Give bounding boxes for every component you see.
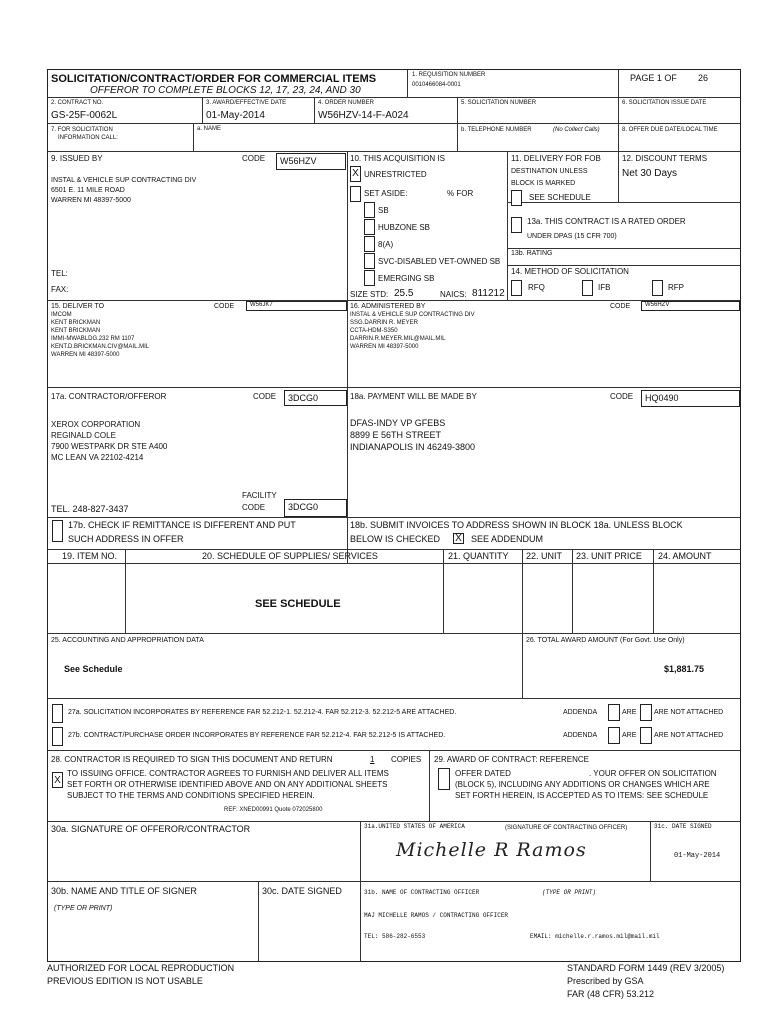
administered-by-code: [641, 301, 740, 311]
contractor-line-1: XEROX CORPORATION: [51, 420, 141, 429]
block29-offer-dated: OFFER DATED: [455, 769, 511, 778]
issued-by-fax: FAX:: [51, 285, 69, 294]
administered-by-line-3: CCTA-HDM-S350: [350, 328, 398, 334]
rated-order-label: 13a. THIS CONTRACT IS A RATED ORDER: [527, 217, 686, 226]
27a-checkbox[interactable]: [52, 704, 63, 723]
issued-by-label: 9. ISSUED BY: [51, 154, 103, 163]
rule: [507, 265, 740, 266]
rule: [522, 549, 523, 633]
method-label: 14. METHOD OF SOLICITATION: [511, 267, 629, 276]
rule: [507, 248, 740, 249]
issued-by-code-label: CODE: [242, 154, 266, 163]
block29-line-4: SET FORTH HEREIN, IS ACCEPTED AS TO ITEMS: SEE SCHEDULE: [455, 791, 709, 800]
payment-line-3: INDIANAPOLIS IN 46249-3800: [350, 442, 476, 452]
date-signed-label: 31c. DATE SIGNED: [654, 823, 712, 830]
27b-addenda: ADDENDA: [563, 732, 598, 739]
issued-by-tel: TEL:: [51, 269, 68, 278]
solicitation-no-label: 5. SOLICITATION NUMBER: [461, 100, 537, 106]
info-call-label-2: INFORMATION CALL:: [58, 135, 118, 141]
remittance-checkbox[interactable]: [52, 520, 63, 542]
facility-code: [284, 499, 347, 517]
footer-right-1: STANDARD FORM 1449 (REV 3/2005): [567, 963, 725, 973]
see-schedule-checkbox[interactable]: [511, 190, 522, 206]
block29-line-1: 29. AWARD OF CONTRACT: REFERENCE: [434, 755, 589, 764]
rule: [193, 123, 194, 151]
block29-line-2: . YOUR OFFER ON SOLICITATION: [589, 769, 717, 778]
block28-line-2: TO ISSUING OFFICE. CONTRACTOR AGREES TO FURNISH AND DELIVER ALL ITEMS: [67, 769, 389, 778]
27b-are-not-checkbox[interactable]: [640, 727, 652, 744]
unrestricted-mark: X: [352, 168, 359, 179]
set-aside-label: SET ASIDE:: [364, 189, 408, 198]
issued-by-code-value: W56HZV: [280, 156, 317, 166]
emerging-label: EMERGING SB: [378, 274, 435, 283]
total-award-value: $1,881.75: [664, 664, 705, 674]
issued-by-line-3: WARREN MI 48397-5000: [51, 197, 131, 204]
deliver-to-code: [246, 301, 347, 311]
award-date: 01-May-2014: [206, 110, 265, 121]
acquisition-label: 10. THIS ACQUISITION IS: [350, 154, 445, 163]
size-std-value: 25.5: [394, 288, 414, 299]
rule: [202, 97, 203, 123]
phone-label: b. TELEPHONE NUMBER: [461, 127, 532, 133]
block29-checkbox[interactable]: [438, 768, 450, 790]
rule: [443, 549, 444, 633]
officer-signature: Michelle R Ramos: [396, 839, 587, 861]
rule: [618, 97, 619, 151]
addendum-label: SEE ADDENDUM: [471, 534, 544, 544]
rfp-label: RFP: [668, 283, 684, 292]
administered-by-line-5: WARREN MI 48397-5000: [350, 344, 419, 350]
delivery-line-2: DESTINATION UNLESS: [511, 168, 588, 175]
27a-are: ARE: [622, 709, 637, 716]
see-schedule-label: SEE SCHEDULE: [529, 193, 591, 202]
payment-code-value: HQ0490: [645, 393, 679, 403]
sf1449-form: [47, 69, 741, 962]
svc-label: SVC-DISABLED VET-OWNED SB: [378, 257, 501, 266]
contractor-code-label: CODE: [253, 392, 277, 401]
rule: [48, 151, 740, 152]
27b-are: ARE: [622, 732, 637, 739]
signature-usa-label: 31a.UNITED STATES OF AMERICA: [364, 823, 465, 830]
contractor-tel: TEL. 248-827-3437: [51, 504, 129, 514]
delivery-line-3: BLOCK IS MARKED: [511, 180, 576, 187]
rule: [125, 549, 126, 633]
page-label: PAGE 1 OF: [630, 73, 677, 83]
contractor-code: [284, 390, 347, 406]
signer-name-note: (TYPE OR PRINT): [54, 905, 113, 912]
rfq-checkbox[interactable]: [511, 280, 522, 296]
27a-are-not: ARE NOT ATTACHED: [654, 709, 724, 716]
info-call-label: 7. FOR SOLICITATION: [51, 127, 113, 133]
contractor-line-4: MC LEAN VA 22102-4214: [51, 453, 144, 462]
payment-code: [641, 390, 740, 407]
contractor-code-value: 3DCG0: [288, 393, 319, 403]
block28-ref: REF: XNED00991 Quote 072025800: [224, 807, 323, 813]
discount-value: Net 30 Days: [622, 168, 678, 179]
administered-by-line-2: SSG.DARRIN R. MEYER: [350, 320, 419, 326]
rule: [48, 563, 740, 564]
rule: [48, 97, 740, 98]
accounting-value: See Schedule: [64, 664, 123, 674]
administered-by-code-label: CODE: [610, 303, 631, 310]
rule: [48, 881, 740, 882]
27a-are-checkbox[interactable]: [608, 704, 620, 721]
rule: [650, 821, 651, 881]
officer-email: EMAIL: michelle.r.ramos.mil@mail.mil: [530, 933, 660, 940]
deliver-to-line-4: IMMI-MWABLDG.232 RM 1107: [51, 336, 135, 342]
rule: [48, 387, 740, 388]
ifb-label: IFB: [598, 283, 611, 292]
footer-left-2: PREVIOUS EDITION IS NOT USABLE: [47, 976, 203, 986]
block28-line-4: SUBJECT TO THE TERMS AND CONDITIONS SPECIFIED HEREIN.: [67, 791, 315, 800]
issued-by-line-2: 6501 E. 11 MILE ROAD: [51, 187, 125, 194]
footer-left-1: AUTHORIZED FOR LOCAL REPRODUCTION: [47, 963, 235, 973]
contractor-label: 17a. CONTRACTOR/OFFEROR: [51, 392, 167, 401]
date-signed: 01-May-2014: [674, 852, 721, 860]
deliver-to-line-2: KENT BRICKMAN: [51, 320, 101, 326]
emerging-checkbox[interactable]: [364, 270, 375, 286]
block28-line-1: 28. CONTRACTOR IS REQUIRED TO SIGN THIS DOCUMENT AND RETURN: [51, 755, 333, 764]
phone-note: (No Collect Calls): [553, 127, 600, 133]
issued-by-line-1: INSTAL & VEHICLE SUP CONTRACTING DIV: [51, 177, 197, 184]
hubzone-label: HUBZONE SB: [378, 223, 431, 232]
signature-offeror-label: 30a. SIGNATURE OF OFFEROR/CONTRACTOR: [51, 824, 251, 834]
rule: [572, 549, 573, 633]
issue-date-label: 6. SOLICITATION ISSUE DATE: [622, 100, 707, 106]
order-no: W56HZV-14-F-A024: [318, 110, 409, 121]
col-unit-price: 23. UNIT PRICE: [576, 551, 642, 561]
contract-no-label: 2. CONTRACT NO.: [51, 100, 104, 106]
payment-label: 18a. PAYMENT WILL BE MADE BY: [350, 392, 477, 401]
block28-checkbox[interactable]: [52, 772, 63, 788]
page-total: 26: [698, 73, 709, 83]
rated-order-checkbox[interactable]: [511, 217, 522, 233]
signature-officer-note: (SIGNATURE OF CONTRACTING OFFICER): [505, 825, 628, 831]
27a-are-not-checkbox[interactable]: [640, 704, 652, 721]
rated-order-line-2: UNDER DPAS (15 CFR 700): [527, 233, 617, 240]
signer-date-label: 30c. DATE SIGNED: [262, 886, 342, 896]
rule: [522, 633, 523, 698]
rule: [48, 698, 740, 699]
27b-are-not: ARE NOT ATTACHED: [654, 732, 724, 739]
order-no-label: 4. ORDER NUMBER: [318, 100, 375, 106]
rfq-label: RFQ: [528, 283, 545, 292]
contractor-line-3: 7900 WESTPARK DR STE A400: [51, 442, 168, 451]
col-quantity: 21. QUANTITY: [448, 551, 509, 561]
rule: [429, 750, 430, 821]
signer-name-label: 30b. NAME AND TITLE OF SIGNER: [51, 886, 197, 896]
total-award-label: 26. TOTAL AWARD AMOUNT (For Govt. Use Only): [526, 637, 685, 644]
naics-label: NAICS:: [440, 290, 467, 299]
officer-tel: TEL: 586-282-6553: [364, 933, 426, 940]
rule: [360, 821, 361, 961]
schedule-body: SEE SCHEDULE: [255, 598, 341, 610]
unrestricted-label: UNRESTRICTED: [364, 170, 427, 179]
award-date-label: 3. AWARD/EFFECTIVE DATE: [206, 100, 287, 106]
addendum-checkbox[interactable]: [453, 533, 464, 544]
remittance-line-2: SUCH ADDRESS IN OFFER: [68, 534, 184, 544]
remittance-line-1: 17b. CHECK IF REMITTANCE IS DIFFERENT AND PUT: [68, 520, 296, 530]
27a-text: 27a. SOLICITATION INCORPORATES BY REFERENCE FAR 52.212-1. 52.212-4. FAR 52.212-3. 52.212-5 ARE ATTACHED.: [68, 709, 457, 716]
naics-value: 811212: [472, 288, 505, 299]
rule: [48, 123, 740, 124]
rule: [48, 633, 740, 634]
deliver-to-line-3: KENT BRICKMAN: [51, 328, 101, 334]
payment-line-2: 8899 E 56TH STREET: [350, 430, 442, 440]
form-title: SOLICITATION/CONTRACT/ORDER FOR COMMERCIAL ITEMS: [51, 73, 377, 85]
accounting-label: 25. ACCOUNTING AND APPROPRIATION DATA: [51, 637, 204, 644]
rule: [653, 549, 654, 633]
discount-label: 12. DISCOUNT TERMS: [622, 154, 708, 163]
facility-code-label: CODE: [242, 503, 266, 512]
deliver-to-code-label: CODE: [214, 303, 235, 310]
rule: [258, 881, 259, 961]
rating-label: 13b. RATING: [511, 250, 553, 257]
officer-name-note: (TYPE OR PRINT): [542, 889, 597, 896]
pct-for-label: % FOR: [447, 189, 474, 198]
payment-code-label: CODE: [610, 392, 634, 401]
form-subtitle: OFFEROR TO COMPLETE BLOCKS 12, 17, 23, 24, AND 30: [90, 85, 361, 96]
block28-line-3: SET FORTH OR OTHERWISE IDENTIFIED ABOVE AND ON ANY ADDITIONAL SHEETS: [67, 780, 388, 789]
officer-name-label: 31b. NAME OF CONTRACTING OFFICER: [364, 889, 480, 896]
addendum-mark: X: [455, 533, 462, 544]
27b-text: 27b. CONTRACT/PURCHASE ORDER INCORPORATES BY REFERENCE FAR 52.212-4. FAR 52.212-5 IS ATTACHED.: [68, 732, 446, 739]
svc-checkbox[interactable]: [364, 253, 375, 269]
block28-copies-num: 1: [370, 755, 375, 764]
block28-mark: X: [54, 775, 61, 786]
rule: [347, 151, 348, 563]
rfp-checkbox[interactable]: [652, 280, 663, 296]
administered-by-code-value: W56HZV: [645, 302, 670, 308]
invoice-line-2: BELOW IS CHECKED: [350, 534, 441, 544]
name-label: a. NAME: [197, 126, 222, 132]
rule: [48, 300, 740, 301]
footer-right-2: Prescribed by GSA: [567, 976, 644, 986]
deliver-to-label: 15. DELIVER TO: [51, 303, 105, 310]
rule: [618, 151, 619, 202]
rule: [48, 549, 740, 550]
facility-label: FACILITY: [242, 491, 277, 500]
delivery-label: 11. DELIVERY FOR FOB: [511, 154, 601, 163]
rule: [48, 821, 740, 822]
unrestricted-checkbox[interactable]: [350, 166, 361, 182]
ifb-checkbox[interactable]: [582, 280, 593, 296]
rule: [314, 97, 315, 123]
rule: [48, 750, 740, 751]
administered-by-label: 16. ADMINISTERED BY: [350, 303, 426, 310]
deliver-to-line-6: WARREN MI 48397-5000: [51, 352, 120, 358]
block29-line-3: (BLOCK 5), INCLUDING ANY ADDITIONS OR CHANGES WHICH ARE: [455, 780, 710, 789]
eight-a-label: 8(A): [378, 240, 394, 249]
rule: [48, 517, 740, 518]
col-supplies: 20. SCHEDULE OF SUPPLIES/ SERVICES: [202, 551, 378, 561]
deliver-to-line-1: IMCOM: [51, 312, 72, 318]
sb-checkbox[interactable]: [364, 202, 375, 218]
block28-copies: COPIES: [391, 755, 422, 764]
administered-by-line-4: DARRIN.R.MEYER.MIL@MAIL.MIL: [350, 336, 446, 342]
requisition-label: 1. REQUISITION NUMBER: [412, 72, 486, 78]
size-std-label: SIZE STD:: [350, 290, 389, 299]
col-unit: 22. UNIT: [526, 551, 563, 561]
set-aside-checkbox[interactable]: [350, 186, 361, 202]
contractor-line-2: REGINALD COLE: [51, 431, 116, 440]
administered-by-line-1: INSTAL & VEHICLE SUP CONTRACTING DIV: [350, 312, 475, 318]
sb-label: SB: [378, 206, 389, 215]
issued-by-code: [276, 153, 346, 170]
contract-no: GS-25F-0062L: [51, 110, 118, 121]
footer-right-3: FAR (48 CFR) 53.212: [567, 989, 655, 999]
col-item-no: 19. ITEM NO.: [62, 551, 118, 561]
col-amount: 24. AMOUNT: [658, 551, 712, 561]
rule: [457, 97, 458, 151]
27a-addenda: ADDENDA: [563, 709, 598, 716]
facility-code-value: 3DCG0: [288, 502, 319, 512]
rule: [618, 70, 619, 97]
invoice-line-1: 18b. SUBMIT INVOICES TO ADDRESS SHOWN IN BLOCK 18a. UNLESS BLOCK: [350, 520, 683, 530]
payment-line-1: DFAS-INDY VP GFEBS: [350, 418, 446, 428]
offer-due-label: 8. OFFER DUE DATE/LOCAL TIME: [622, 127, 718, 133]
27b-are-checkbox[interactable]: [608, 727, 620, 744]
deliver-to-line-5: KENT.D.BRICKMAN.CIV@MAIL.MIL: [51, 344, 150, 350]
rule: [407, 70, 408, 97]
rule: [507, 151, 508, 300]
27b-checkbox[interactable]: [52, 727, 63, 746]
officer-name: MAJ MICHELLE RAMOS / CONTRACTING OFFICER: [364, 912, 509, 919]
eight-a-checkbox[interactable]: [364, 236, 375, 252]
hubzone-checkbox[interactable]: [364, 219, 375, 235]
requisition-number: 0010466084-0001: [412, 82, 461, 88]
deliver-to-code-value: W56JK7: [250, 302, 273, 308]
